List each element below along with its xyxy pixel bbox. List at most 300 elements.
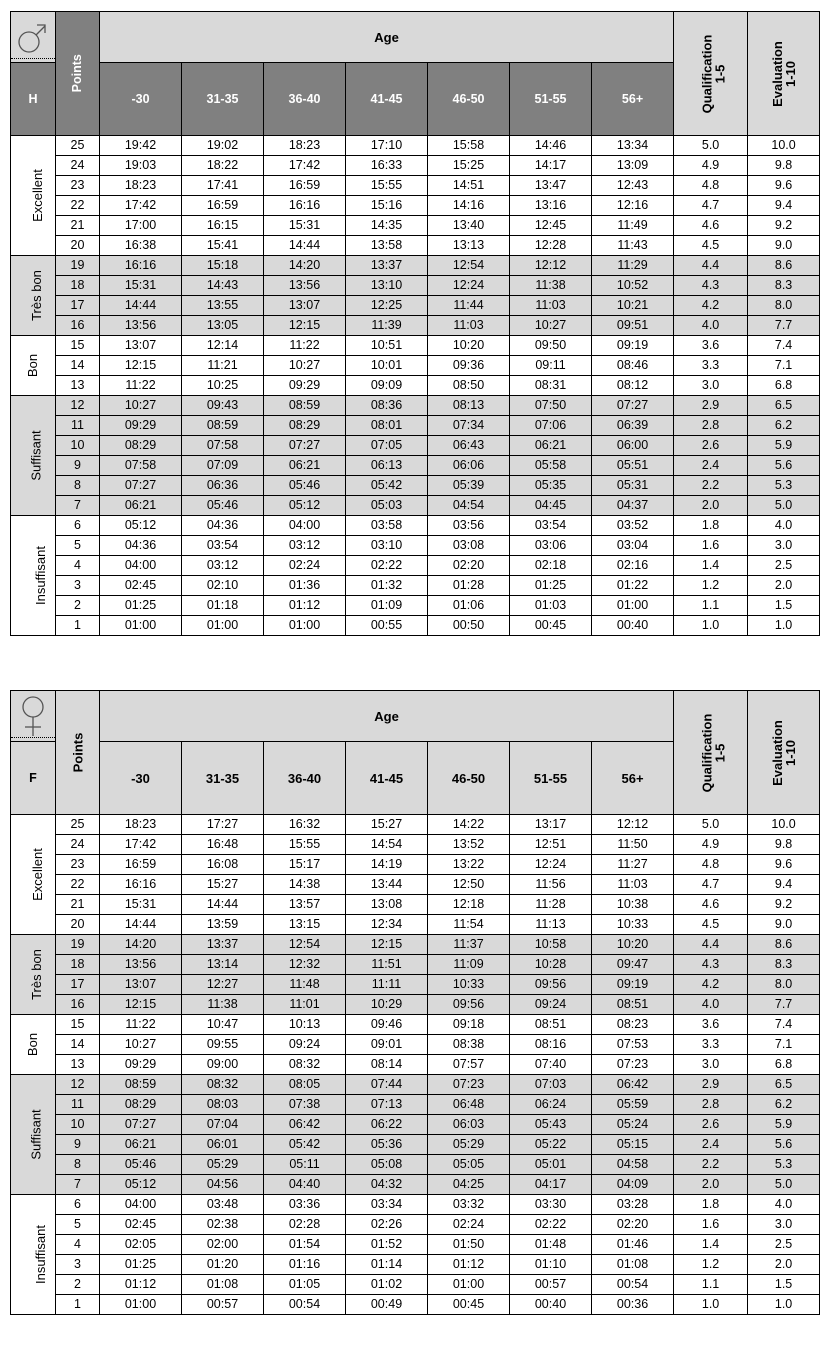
points-header (56, 12, 100, 136)
time-cell: 11:03 (510, 296, 592, 316)
evaluation-cell: 5.9 (748, 1115, 820, 1135)
time-cell: 08:59 (100, 1075, 182, 1095)
time-cell: 15:41 (182, 236, 264, 256)
time-cell: 12:54 (428, 256, 510, 276)
time-cell: 16:48 (182, 835, 264, 855)
table-row (11, 496, 820, 516)
time-cell: 04:17 (510, 1175, 592, 1195)
time-cell: 01:09 (346, 596, 428, 616)
time-cell: 07:27 (264, 436, 346, 456)
time-cell: 10:33 (428, 975, 510, 995)
table-row (11, 855, 820, 875)
qualification-cell: 5.0 (674, 136, 748, 156)
evaluation-header (748, 691, 820, 815)
rating-band-label: Excellent (11, 815, 56, 935)
time-cell: 04:58 (592, 1155, 674, 1175)
time-cell: 05:42 (264, 1135, 346, 1155)
table-row (11, 456, 820, 476)
time-cell: 17:41 (182, 176, 264, 196)
time-cell: 13:40 (428, 216, 510, 236)
table-row (11, 556, 820, 576)
points-cell: 2 (56, 596, 100, 616)
time-cell: 02:24 (428, 1215, 510, 1235)
time-cell: 15:31 (100, 276, 182, 296)
points-cell: 11 (56, 416, 100, 436)
female-symbol-icon (16, 694, 50, 738)
time-cell: 04:36 (182, 516, 264, 536)
time-cell: 02:26 (346, 1215, 428, 1235)
table-row (11, 596, 820, 616)
time-cell: 08:12 (592, 376, 674, 396)
time-cell: 19:42 (100, 136, 182, 156)
table-row (11, 176, 820, 196)
time-cell: 03:08 (428, 536, 510, 556)
points-cell: 15 (56, 1015, 100, 1035)
table-row (11, 436, 820, 456)
time-cell: 05:15 (592, 1135, 674, 1155)
age-group-header: -30 (100, 742, 182, 815)
time-cell: 04:00 (100, 1195, 182, 1215)
time-cell: 08:50 (428, 376, 510, 396)
rating-band-label: Insuffisant (11, 1195, 56, 1315)
time-cell: 13:47 (510, 176, 592, 196)
time-cell: 12:16 (592, 196, 674, 216)
time-cell: 16:59 (100, 855, 182, 875)
time-cell: 08:46 (592, 356, 674, 376)
time-cell: 01:00 (592, 596, 674, 616)
time-cell: 14:46 (510, 136, 592, 156)
time-cell: 05:36 (346, 1135, 428, 1155)
time-cell: 05:12 (264, 496, 346, 516)
points-cell: 3 (56, 576, 100, 596)
time-cell: 12:15 (100, 995, 182, 1015)
table-row (11, 1295, 820, 1315)
table-row (11, 935, 820, 955)
time-cell: 15:18 (182, 256, 264, 276)
points-cell: 18 (56, 955, 100, 975)
evaluation-cell: 10.0 (748, 136, 820, 156)
table-row (11, 256, 820, 276)
table-row (11, 1275, 820, 1295)
time-cell: 12:43 (592, 176, 674, 196)
time-cell: 02:22 (346, 556, 428, 576)
time-cell: 13:15 (264, 915, 346, 935)
points-cell: 19 (56, 256, 100, 276)
evaluation-cell: 4.0 (748, 1195, 820, 1215)
evaluation-cell: 7.7 (748, 995, 820, 1015)
points-cell: 3 (56, 1255, 100, 1275)
time-cell: 06:48 (428, 1095, 510, 1115)
time-cell: 01:03 (510, 596, 592, 616)
time-cell: 07:38 (264, 1095, 346, 1115)
table-row (11, 1195, 820, 1215)
time-cell: 14:44 (182, 895, 264, 915)
time-cell: 14:51 (428, 176, 510, 196)
points-cell: 20 (56, 236, 100, 256)
time-cell: 07:05 (346, 436, 428, 456)
points-cell: 10 (56, 436, 100, 456)
time-cell: 02:00 (182, 1235, 264, 1255)
evaluation-cell: 2.0 (748, 1255, 820, 1275)
time-cell: 13:59 (182, 915, 264, 935)
time-cell: 15:58 (428, 136, 510, 156)
time-cell: 08:38 (428, 1035, 510, 1055)
table-row (11, 396, 820, 416)
time-cell: 00:40 (510, 1295, 592, 1315)
qualification-header (674, 12, 748, 136)
rating-band-label: Insuffisant (11, 516, 56, 636)
points-cell: 14 (56, 1035, 100, 1055)
time-cell: 13:13 (428, 236, 510, 256)
time-cell: 08:14 (346, 1055, 428, 1075)
points-cell: 7 (56, 496, 100, 516)
qualification-cell: 1.4 (674, 556, 748, 576)
female-score-table (10, 690, 820, 1315)
time-cell: 09:24 (510, 995, 592, 1015)
points-cell: 5 (56, 536, 100, 556)
points-cell: 4 (56, 556, 100, 576)
points-cell: 1 (56, 1295, 100, 1315)
time-cell: 05:31 (592, 476, 674, 496)
time-cell: 10:27 (264, 356, 346, 376)
evaluation-cell: 6.8 (748, 376, 820, 396)
time-cell: 12:12 (592, 815, 674, 835)
time-cell: 11:22 (100, 376, 182, 396)
time-cell: 17:42 (100, 196, 182, 216)
time-cell: 07:27 (100, 1115, 182, 1135)
table-row (11, 376, 820, 396)
qualification-cell: 4.4 (674, 256, 748, 276)
time-cell: 07:58 (182, 436, 264, 456)
qualification-cell: 3.6 (674, 1015, 748, 1035)
age-group-header: 56+ (592, 742, 674, 815)
time-cell: 03:06 (510, 536, 592, 556)
time-cell: 07:09 (182, 456, 264, 476)
evaluation-cell: 2.5 (748, 556, 820, 576)
evaluation-cell: 7.7 (748, 316, 820, 336)
time-cell: 05:29 (428, 1135, 510, 1155)
points-cell: 22 (56, 875, 100, 895)
table-row (11, 336, 820, 356)
female-table-header (11, 691, 820, 815)
time-cell: 13:56 (100, 316, 182, 336)
time-cell: 16:16 (100, 875, 182, 895)
age-group-header: 31-35 (182, 63, 264, 136)
male-symbol-icon (16, 16, 50, 58)
evaluation-header-label: Evaluation 1-10 (769, 40, 798, 107)
time-cell: 12:18 (428, 895, 510, 915)
time-cell: 06:42 (264, 1115, 346, 1135)
evaluation-cell: 9.8 (748, 156, 820, 176)
time-cell: 13:56 (264, 276, 346, 296)
evaluation-cell: 7.1 (748, 1035, 820, 1055)
time-cell: 04:40 (264, 1175, 346, 1195)
time-cell: 01:12 (264, 596, 346, 616)
points-cell: 13 (56, 1055, 100, 1075)
time-cell: 01:32 (346, 576, 428, 596)
qualification-cell: 4.0 (674, 995, 748, 1015)
age-group-header: 36-40 (264, 742, 346, 815)
table-row (11, 156, 820, 176)
time-cell: 14:35 (346, 216, 428, 236)
time-cell: 07:57 (428, 1055, 510, 1075)
time-cell: 06:03 (428, 1115, 510, 1135)
time-cell: 08:29 (100, 436, 182, 456)
qualification-cell: 4.2 (674, 296, 748, 316)
qualification-cell: 4.2 (674, 975, 748, 995)
time-cell: 10:20 (428, 336, 510, 356)
qualification-header-label: Qualification 1-5 (699, 34, 728, 113)
male-score-table (10, 11, 820, 636)
time-cell: 03:10 (346, 536, 428, 556)
time-cell: 13:14 (182, 955, 264, 975)
rating-band-label: Suffisant (11, 396, 56, 516)
time-cell: 01:50 (428, 1235, 510, 1255)
qualification-cell: 1.4 (674, 1235, 748, 1255)
qualification-cell: 1.2 (674, 576, 748, 596)
time-cell: 07:23 (428, 1075, 510, 1095)
evaluation-cell: 10.0 (748, 815, 820, 835)
qualification-cell: 4.4 (674, 935, 748, 955)
table-row (11, 616, 820, 636)
table-row (11, 1055, 820, 1075)
time-cell: 01:00 (182, 616, 264, 636)
time-cell: 05:46 (182, 496, 264, 516)
male-letter: H (11, 63, 56, 136)
points-cell: 17 (56, 975, 100, 995)
points-cell: 15 (56, 336, 100, 356)
qualification-header (674, 691, 748, 815)
time-cell: 17:00 (100, 216, 182, 236)
time-cell: 02:28 (264, 1215, 346, 1235)
qualification-cell: 2.8 (674, 416, 748, 436)
time-cell: 11:29 (592, 256, 674, 276)
time-cell: 01:25 (100, 596, 182, 616)
time-cell: 09:43 (182, 396, 264, 416)
time-cell: 12:45 (510, 216, 592, 236)
time-cell: 04:54 (428, 496, 510, 516)
time-cell: 14:17 (510, 156, 592, 176)
time-cell: 11:09 (428, 955, 510, 975)
time-cell: 05:58 (510, 456, 592, 476)
time-cell: 16:08 (182, 855, 264, 875)
time-cell: 01:08 (592, 1255, 674, 1275)
time-cell: 15:55 (264, 835, 346, 855)
qualification-cell: 4.5 (674, 236, 748, 256)
time-cell: 01:28 (428, 576, 510, 596)
time-cell: 13:44 (346, 875, 428, 895)
time-cell: 00:36 (592, 1295, 674, 1315)
age-group-header: 31-35 (182, 742, 264, 815)
evaluation-cell: 9.6 (748, 855, 820, 875)
points-cell: 24 (56, 835, 100, 855)
time-cell: 12:24 (428, 276, 510, 296)
time-cell: 07:27 (100, 476, 182, 496)
time-cell: 11:50 (592, 835, 674, 855)
time-cell: 11:49 (592, 216, 674, 236)
evaluation-cell: 1.5 (748, 1275, 820, 1295)
time-cell: 05:43 (510, 1115, 592, 1135)
points-cell: 8 (56, 476, 100, 496)
table-row (11, 1215, 820, 1235)
evaluation-cell: 5.6 (748, 1135, 820, 1155)
time-cell: 05:08 (346, 1155, 428, 1175)
points-cell: 1 (56, 616, 100, 636)
table-row (11, 236, 820, 256)
time-cell: 15:27 (182, 875, 264, 895)
time-cell: 06:36 (182, 476, 264, 496)
time-cell: 08:51 (510, 1015, 592, 1035)
time-cell: 00:54 (264, 1295, 346, 1315)
qualification-cell: 1.0 (674, 616, 748, 636)
time-cell: 07:23 (592, 1055, 674, 1075)
points-cell: 25 (56, 815, 100, 835)
evaluation-cell: 6.8 (748, 1055, 820, 1075)
qualification-cell: 3.6 (674, 336, 748, 356)
time-cell: 14:44 (100, 915, 182, 935)
time-cell: 01:10 (510, 1255, 592, 1275)
time-cell: 03:52 (592, 516, 674, 536)
evaluation-cell: 9.4 (748, 875, 820, 895)
age-header: Age (100, 691, 674, 742)
qualification-cell: 4.7 (674, 196, 748, 216)
age-header: Age (100, 12, 674, 63)
table-row (11, 576, 820, 596)
time-cell: 03:36 (264, 1195, 346, 1215)
qualification-cell: 2.0 (674, 1175, 748, 1195)
time-cell: 10:20 (592, 935, 674, 955)
points-header (56, 691, 100, 815)
evaluation-cell: 2.5 (748, 1235, 820, 1255)
age-group-header: 41-45 (346, 63, 428, 136)
time-cell: 01:52 (346, 1235, 428, 1255)
time-cell: 11:37 (428, 935, 510, 955)
time-cell: 05:35 (510, 476, 592, 496)
points-header-label: Points (70, 54, 85, 93)
time-cell: 12:27 (182, 975, 264, 995)
time-cell: 06:06 (428, 456, 510, 476)
time-cell: 11:38 (182, 995, 264, 1015)
time-cell: 01:36 (264, 576, 346, 596)
time-cell: 06:39 (592, 416, 674, 436)
time-cell: 00:57 (510, 1275, 592, 1295)
qualification-cell: 3.3 (674, 356, 748, 376)
time-cell: 06:21 (264, 456, 346, 476)
table-row (11, 1095, 820, 1115)
qualification-cell: 2.9 (674, 396, 748, 416)
points-cell: 5 (56, 1215, 100, 1235)
time-cell: 09:46 (346, 1015, 428, 1035)
points-cell: 4 (56, 1235, 100, 1255)
table-row (11, 276, 820, 296)
time-cell: 01:05 (264, 1275, 346, 1295)
time-cell: 11:54 (428, 915, 510, 935)
time-cell: 06:42 (592, 1075, 674, 1095)
evaluation-header (748, 12, 820, 136)
evaluation-cell: 7.4 (748, 1015, 820, 1035)
time-cell: 14:38 (264, 875, 346, 895)
table-row (11, 1015, 820, 1035)
time-cell: 06:22 (346, 1115, 428, 1135)
points-cell: 14 (56, 356, 100, 376)
time-cell: 09:00 (182, 1055, 264, 1075)
evaluation-cell: 8.6 (748, 256, 820, 276)
time-cell: 01:06 (428, 596, 510, 616)
time-cell: 01:16 (264, 1255, 346, 1275)
time-cell: 07:34 (428, 416, 510, 436)
evaluation-cell: 1.0 (748, 616, 820, 636)
time-cell: 02:22 (510, 1215, 592, 1235)
time-cell: 06:21 (100, 1135, 182, 1155)
age-group-header: 41-45 (346, 742, 428, 815)
time-cell: 04:25 (428, 1175, 510, 1195)
time-cell: 10:33 (592, 915, 674, 935)
time-cell: 17:27 (182, 815, 264, 835)
table-row (11, 1155, 820, 1175)
qualification-cell: 2.2 (674, 1155, 748, 1175)
time-cell: 15:17 (264, 855, 346, 875)
time-cell: 16:32 (264, 815, 346, 835)
evaluation-cell: 9.2 (748, 895, 820, 915)
points-cell: 7 (56, 1175, 100, 1195)
time-cell: 08:32 (264, 1055, 346, 1075)
time-cell: 02:20 (428, 556, 510, 576)
table-row (11, 356, 820, 376)
qualification-cell: 1.2 (674, 1255, 748, 1275)
rating-band-label: Bon (11, 1015, 56, 1075)
time-cell: 10:21 (592, 296, 674, 316)
time-cell: 10:51 (346, 336, 428, 356)
table-row (11, 516, 820, 536)
qualification-cell: 2.6 (674, 1115, 748, 1135)
time-cell: 09:47 (592, 955, 674, 975)
qualification-cell: 2.4 (674, 456, 748, 476)
time-cell: 01:46 (592, 1235, 674, 1255)
qualification-cell: 4.5 (674, 915, 748, 935)
evaluation-cell: 1.5 (748, 596, 820, 616)
time-cell: 07:06 (510, 416, 592, 436)
qualification-cell: 1.8 (674, 516, 748, 536)
time-cell: 05:29 (182, 1155, 264, 1175)
qualification-cell: 2.2 (674, 476, 748, 496)
points-cell: 2 (56, 1275, 100, 1295)
time-cell: 05:11 (264, 1155, 346, 1175)
time-cell: 11:22 (264, 336, 346, 356)
time-cell: 17:42 (264, 156, 346, 176)
time-cell: 12:34 (346, 915, 428, 935)
rating-band-label: Très bon (11, 256, 56, 336)
time-cell: 08:03 (182, 1095, 264, 1115)
time-cell: 08:59 (264, 396, 346, 416)
time-cell: 01:22 (592, 576, 674, 596)
evaluation-cell: 6.2 (748, 1095, 820, 1115)
age-group-header: 46-50 (428, 63, 510, 136)
evaluation-cell: 2.0 (748, 576, 820, 596)
time-cell: 12:25 (346, 296, 428, 316)
time-cell: 14:19 (346, 855, 428, 875)
time-cell: 07:03 (510, 1075, 592, 1095)
evaluation-cell: 5.9 (748, 436, 820, 456)
points-cell: 10 (56, 1115, 100, 1135)
time-cell: 08:59 (182, 416, 264, 436)
time-cell: 11:48 (264, 975, 346, 995)
time-cell: 01:00 (264, 616, 346, 636)
table-row (11, 915, 820, 935)
time-cell: 09:19 (592, 336, 674, 356)
time-cell: 01:48 (510, 1235, 592, 1255)
time-cell: 10:52 (592, 276, 674, 296)
time-cell: 13:37 (346, 256, 428, 276)
